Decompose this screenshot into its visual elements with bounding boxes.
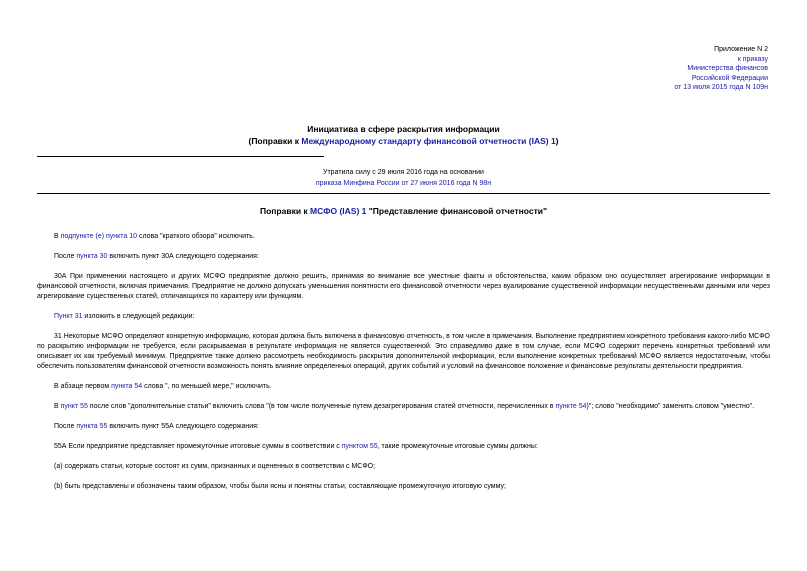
paragraph-55a-a: (a) содержать статьи, которые состоят из сумм, признанных и оцененных в соответствии с МСФО; <box>54 463 376 470</box>
text-span: , такие промежуточные итоговые суммы должны: <box>377 443 538 450</box>
lost-force-text: Утратила силу с 29 июля 2016 года на основании <box>323 169 484 176</box>
point-54-inline-link[interactable]: пункте 54 <box>555 403 587 410</box>
msfo-ias1-link[interactable]: МСФО (IAS) 1 <box>310 206 367 216</box>
divider-full <box>37 193 770 194</box>
divider-short <box>37 156 324 157</box>
text-span: После <box>54 423 77 430</box>
text-span: В абзаце первом <box>54 383 112 390</box>
paragraph-1 <box>37 232 770 242</box>
text-span: В <box>54 403 61 410</box>
text-span: включить пункт 30А следующего содержания: <box>107 253 259 260</box>
title-line-1: Инициатива в сфере раскрытия информации <box>307 124 500 134</box>
paragraph-30a: 30А При применении настоящего и других МСФО предприятие должно решить, принимая во внимание все уместные факты и обстоятельства, каким образом оно осуществляет агрегирование информации в финансовой отчетности, включая примечания. Предприятие не должно допускать уменьшения понятности его финансовой отчетности через вуалирование существенной информации несущественными данными или через агрегирование существенных статей, отличающихся по характеру или функциям. <box>37 273 770 300</box>
paragraph-7 <box>37 402 770 412</box>
point-54-link[interactable]: пункта 54 <box>111 383 143 390</box>
section-heading <box>0 205 807 217</box>
paragraph-31: 31 Некоторые МСФО определяют конкретную информацию, которая должна быть включена в финансовую отчетность, в том числе в примечания. Выполнение предприятием конкретного требования какого-либо МСФО по раскрытию информации не требуется, если раскрываемая в результате информация не является существенной. Это справедливо даже в том случае, если МСФО содержит перечень конкретных требований или описывает их как требуемый минимум. Предприятие также должно рассмотреть необходимость раскрытия дополнительной информации, если выполнение конкретных требований МСФО является недостаточным, чтобы обеспечить пользователям финансовой отчетности возможность понять влияние определенных операций, других событий и условий на финансовое положение и финансовые результаты деятельности предприятия. <box>37 333 770 370</box>
appendix-line-1: Приложение N 2 <box>714 46 768 53</box>
paragraph-8 <box>37 422 770 432</box>
ias1-standard-link[interactable]: Международному стандарту финансовой отчетности (IAS) 1 <box>301 136 556 146</box>
text-span: В <box>54 233 61 240</box>
paragraph-55a-b: (b) быть представлены и обозначены таким образом, чтобы были ясны и понятны статьи, составляющие промежуточную итоговую сумму; <box>54 483 506 490</box>
text-span: После <box>54 253 77 260</box>
paragraph-55a <box>37 442 770 452</box>
lost-force-order-link[interactable]: приказа Минфина России от 27 июня 2016 года N 98н <box>315 180 492 187</box>
text-span: 55А Если предприятие представляет промежуточные итоговые суммы в соответствии с <box>54 443 342 450</box>
point-30-link[interactable]: пункта 30 <box>76 253 108 260</box>
appendix-ministry-link[interactable]: Министерства финансов <box>687 65 768 73</box>
appendix-block <box>674 45 768 93</box>
point-55-ref-link[interactable]: пунктом 55 <box>341 443 378 450</box>
title-line-2-prefix: (Поправки к <box>248 136 302 146</box>
paragraph-6 <box>37 382 770 392</box>
text-span: включить пункт 55А следующего содержания: <box>107 423 259 430</box>
text-span: слова ", по меньшей мере," исключить. <box>142 383 272 390</box>
lost-force-note <box>0 167 807 189</box>
appendix-date-link[interactable]: от 13 июля 2015 года N 109н <box>674 84 768 92</box>
title-line-2 <box>0 135 807 147</box>
heading-prefix: Поправки к <box>259 206 311 216</box>
appendix-order-link[interactable]: к приказу <box>737 55 768 63</box>
paragraph-2 <box>37 252 770 262</box>
point-31-link[interactable]: Пункт 31 <box>54 313 83 320</box>
point-55-after-link[interactable]: пункта 55 <box>76 423 108 430</box>
heading-suffix: "Представление финансовой отчетности" <box>366 206 547 216</box>
text-span: слова "краткого обзора" исключить. <box>137 233 255 240</box>
title-line-2-suffix: ) <box>555 136 559 146</box>
document-body <box>37 232 770 492</box>
text-span: )"; слово "необходимо" заменить словом "уместно". <box>586 403 755 410</box>
paragraph-4 <box>37 312 770 322</box>
subpoint-e-point-10-link[interactable]: подпункте (е) пункта 10 <box>60 233 138 240</box>
document-title <box>0 123 807 147</box>
point-55-link[interactable]: пункт 55 <box>60 403 88 410</box>
text-span: изложить в следующей редакции: <box>82 313 195 320</box>
appendix-federation-link[interactable]: Российской Федерации <box>691 74 768 82</box>
text-span: после слов "дополнительные статьи" включить слова "(в том числе полученные путем дезагрегирования статей отчетности, перечисленных в <box>87 403 556 410</box>
